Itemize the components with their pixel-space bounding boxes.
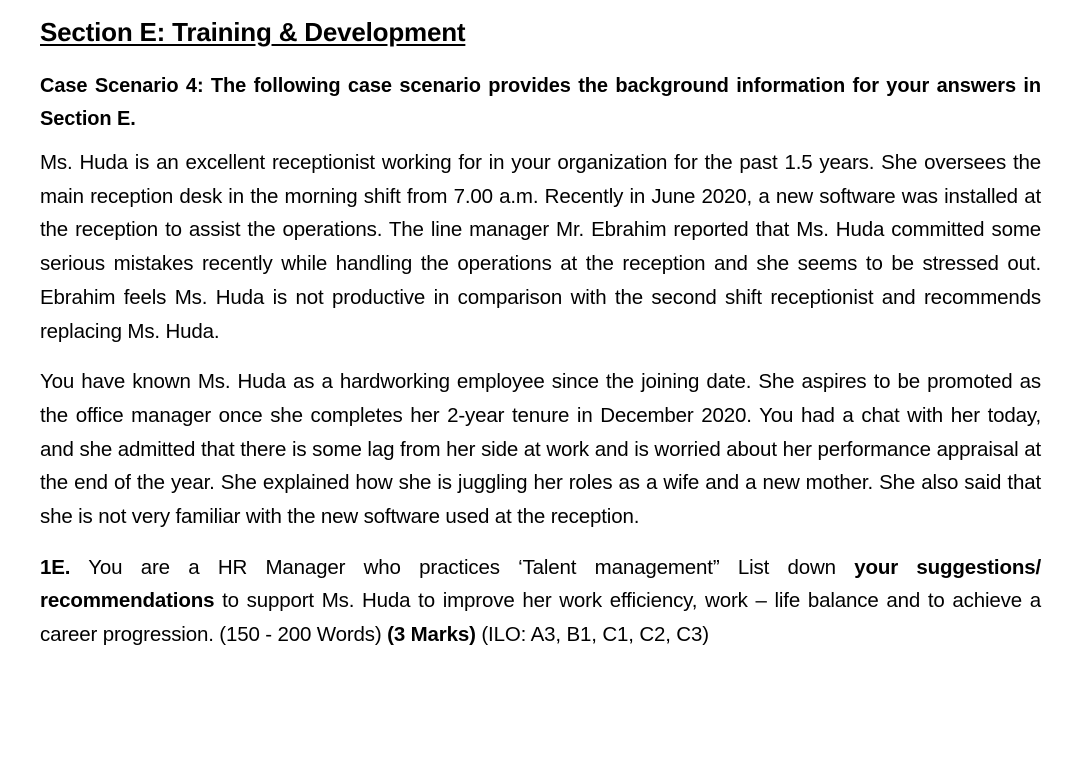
question-1e: [40, 551, 1041, 652]
question-text-part-2: to support Ms. Huda to improve her work efficiency, work – life balance and to achieve a career progression. (150 - 200 Words): [40, 589, 1041, 647]
case-scenario-intro: Case Scenario 4: The following case scenario provides the background information for your answers in Section E.: [40, 75, 1041, 130]
section-title: Section E: Training & Development: [40, 17, 466, 47]
question-ilo: (ILO: A3, B1, C1, C2, C3): [475, 623, 709, 647]
document-page: [40, 14, 1041, 652]
question-text-part-1: You are a HR Manager who practices ‘Talent management” List down: [70, 555, 855, 579]
scenario-paragraph-2: You have known Ms. Huda as a hardworking employee since the joining date. She aspires to be promoted as the office manager once she completes her 2-year tenure in December 2020. You had a chat with her today, and she admitted that there is some lag from her side at work and is worried about her performance appraisal at the end of the year. She explained how she is juggling her roles as a wife and a new mother. She also said that she is not very familiar with the new software used at the reception.: [40, 370, 1041, 529]
question-number: 1E.: [40, 555, 71, 579]
question-marks: (3 Marks): [387, 623, 476, 647]
question-emphasis: your suggestions/ recommendations: [40, 555, 1041, 613]
scenario-paragraph-1: Ms. Huda is an excellent receptionist working for in your organization for the past 1.5 years. She oversees the main reception desk in the morning shift from 7.00 a.m. Recently in June 2020, a new software was installed at the reception to assist the operations. The line manager Mr. Ebrahim reported that Ms. Huda committed some serious mistakes recently while handling the operations at the reception and she seems to be stressed out. Ebrahim feels Ms. Huda is not productive in comparison with the second shift receptionist and recommends replacing Ms. Huda.: [40, 151, 1041, 343]
